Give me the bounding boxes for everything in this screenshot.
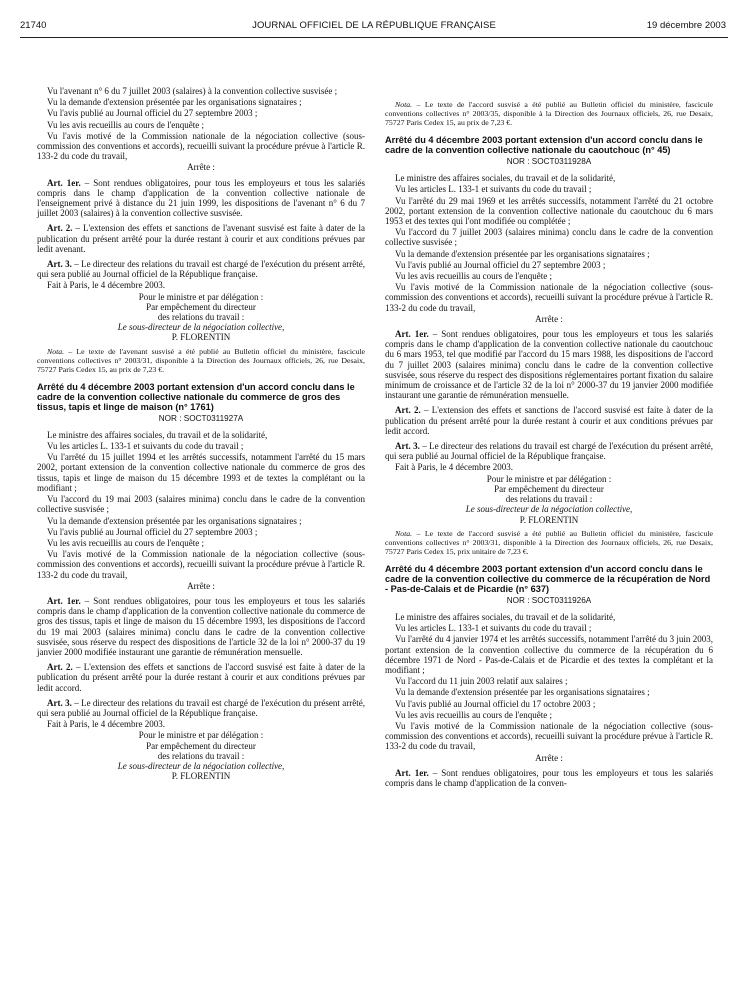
article-label: Art. 1er. <box>395 329 429 340</box>
paragraph-text: – Le texte de l'accord susvisé a été publié au Bulletin officiel du ministère, fascicule conventions collectives n° 2003/31, disponible à la Direction des Journaux officiels, 26, rue Desaix, 75727 Paris Cedex 15, prix unitaire de 7,23 €. <box>385 528 713 556</box>
decree-title: Arrêté du 4 décembre 2003 portant extension d'un accord conclu dans le cadre de la convention collective nationale du commerce de gros des tissus, tapis et linge de maison (n° 1761) <box>37 381 355 412</box>
paragraph: Vu la demande d'extension présentée par les organisations signataires ; <box>47 97 302 108</box>
paragraph: Vu les avis recueillis au cours de l'enquête ; <box>395 709 553 720</box>
signature-line: Par empêchement du directeur <box>146 740 256 751</box>
paragraph-text: – Le texte de l'avenant susvisé a été publié au Bulletin officiel du ministère, fascicule conventions collectives n° 2003/31, disponible à la Direction des Journaux officiels, 26, rue Desaix, 75727 Paris Cedex 15, au prix de 7,23 €. <box>37 346 365 374</box>
decree-title: Arrêté du 4 décembre 2003 portant extension d'un accord conclu dans le cadre de la convention collective nationale du caoutchouc (n° 45) <box>385 135 703 155</box>
left-column <box>37 86 365 781</box>
signature-line: Par empêchement du directeur <box>494 483 604 494</box>
nota-label: Nota. <box>395 100 413 109</box>
signature-line: des relations du travail : <box>157 750 245 761</box>
article-label: Art. 1er. <box>47 177 81 188</box>
paragraph: Vu la demande d'extension présentée par les organisations signataires ; <box>395 687 650 698</box>
article-paragraph <box>37 178 365 219</box>
issue-date: 19 décembre 2003 <box>646 20 726 31</box>
paragraph: Vu l'avis motivé de la Commission nationale de la négociation collective (sous-commission des conventions et accords), recueilli suivant la procédure prévue à l'article R. 133-2 du code du travail, <box>385 282 713 313</box>
nota-label: Nota. <box>395 528 413 538</box>
nota-paragraph <box>385 100 713 127</box>
paragraph-text: – Sont rendues obligatoires, pour tous les employeurs et tous les salariés compris dans le champ d'application de la convention collective nationale du commerce de gros des tissus, tapis et linge de maison du 15 décembre 1993, les dispositions de l'accord du 19 mai 2003 (salaires minima) conclu dans le cadre de la convention collective susvisée, sous réserve du respect des dispositions de l'article 32 de la loi n° 2000-37 du 19 janvier 2000 modifiée instaurant une garantie de rémunération mensuelle. <box>37 595 365 657</box>
signature-line: Par empêchement du directeur <box>146 301 256 312</box>
paragraph: Vu les avis recueillis au cours de l'enquête ; <box>395 271 553 282</box>
article-paragraph <box>385 405 713 436</box>
signature-line: P. FLORENTIN <box>519 514 579 525</box>
paragraph: Le ministre des affaires sociales, du travail et de la solidarité, <box>395 173 616 184</box>
paragraph: Vu l'avenant n° 6 du 7 juillet 2003 (salaires) à la convention collective susvisée ; <box>47 86 338 96</box>
paragraph: Vu l'accord du 11 juin 2003 relatif aux salaires ; <box>395 676 568 687</box>
paragraph: Vu la demande d'extension présentée par les organisations signataires ; <box>395 248 650 259</box>
paragraph: Le ministre des affaires sociales, du travail et de la solidarité, <box>47 429 268 440</box>
paragraph: Le ministre des affaires sociales, du travail et de la solidarité, <box>395 611 616 622</box>
paragraph: Vu l'arrêté du 15 juillet 1994 et les arrêtés successifs, notamment l'arrêté du 15 mars 2002, portant extension de la convention collective nationale du commerce de gros des tissus, tapis et linge de maison du 15 décembre 1993 et de textes la complétant ou la modifiant ; <box>37 452 365 493</box>
article-paragraph <box>37 596 365 657</box>
paragraph: Vu les avis recueillis au cours de l'enquête ; <box>47 119 205 130</box>
paragraph-text: – Le directeur des relations du travail est chargé de l'exécution du présent arrêté, qui sera publié au Journal officiel de la République française. <box>385 441 713 462</box>
paragraph-text: – L'extension des effets et sanctions de l'accord susvisé est faite à dater de la publication du présent arrêté pour la durée restant à courir et aux conditions prévues par ledit accord. <box>37 662 365 693</box>
paragraph: Vu les articles L. 133-1 et suivants du code du travail ; <box>47 441 244 452</box>
article-paragraph <box>385 329 713 400</box>
paragraph: Vu l'avis motivé de la Commission nationale de la négociation collective (sous-commission des conventions et accords), recueilli suivant la procédure prévue à l'article R. 133-2 du code du travail, <box>385 720 713 752</box>
article-paragraph <box>37 662 365 693</box>
signature-line: Pour le ministre et par délégation : <box>486 473 612 484</box>
article-label: Art. 3. <box>395 441 420 452</box>
article-paragraph <box>385 441 713 461</box>
signature-line: des relations du travail : <box>505 494 593 505</box>
decree-title: Arrêté du 4 décembre 2003 portant extension d'un accord conclu dans le cadre de la convention collective du commerce de la récupération de Nord - Pas-de-Calais et de Picardie (n° 637) <box>385 563 711 594</box>
paragraph: Vu l'accord du 7 juillet 2003 (salaires minima) conclu dans le cadre de la convention collective susvisée ; <box>385 227 713 248</box>
nor-reference: NOR : SOCT0311927A <box>158 413 244 423</box>
article-label: Art. 1er. <box>47 595 81 606</box>
paragraph: Vu l'arrêté du 4 janvier 1974 et les arrêtés successifs, notamment l'arrêté du 3 juin 2003, portant extension de la convention collective du commerce de la récupération du 6 décembre 1971 de Nord - Pas-de-Calais et de Picardie et des textes la complétant et la modifiant ; <box>385 634 713 675</box>
article-paragraph <box>37 223 365 254</box>
journal-title: JOURNAL OFFICIEL DE LA RÉPUBLIQUE FRANÇAISE <box>252 20 496 31</box>
article-paragraph <box>385 768 713 788</box>
nota-paragraph <box>385 529 713 556</box>
page-header <box>0 20 748 34</box>
paragraph-text: – Sont rendues obligatoires, pour tous les employeurs et tous les salariés compris dans le champ d'application de la conven- <box>385 767 713 788</box>
paragraph: Vu l'avis publié au Journal officiel du 17 octobre 2003 ; <box>395 698 596 709</box>
nor-reference: NOR : SOCT0311926A <box>506 595 592 605</box>
right-column <box>385 96 713 789</box>
signature-line: Pour le ministre et par délégation : <box>138 730 264 741</box>
paragraph: Vu l'avis motivé de la Commission nationale de la négociation collective (sous-commission des conventions et accords), recueilli suivant la procédure prévue à l'article R. 133-2 du code du travail, <box>37 549 365 580</box>
paragraph-text: – Le directeur des relations du travail est chargé de l'exécution du présent arrêté, qui sera publié au Journal officiel de la République française. <box>37 259 365 280</box>
signature-title: Le sous-directeur de la négociation collective, <box>465 504 633 515</box>
signature-line: P. FLORENTIN <box>171 771 231 782</box>
signature-line: Pour le ministre et par délégation : <box>138 291 264 302</box>
article-label: Art. 2. <box>47 662 73 673</box>
paragraph-text: – Le directeur des relations du travail est chargé de l'exécution du présent arrêté, qui sera publié au Journal officiel de la République française. <box>37 697 365 718</box>
paragraph: Vu l'arrêté du 29 mai 1969 et les arrêtés successifs, notamment l'arrêté du 21 octobre 2002, portant extension de la convention collective nationale du caoutchouc du 6 mars 1953 et des textes qui l'ont modifiée ou complétée ; <box>385 195 713 227</box>
article-label: Art. 3. <box>47 259 72 270</box>
article-paragraph <box>37 698 365 718</box>
signature-title: Le sous-directeur de la négociation collective, <box>117 322 285 333</box>
page-number: 21740 <box>20 20 47 31</box>
article-label: Art. 2. <box>395 405 421 416</box>
paragraph: Vu les articles L. 133-1 et suivants du code du travail ; <box>395 623 592 634</box>
paragraph: Vu les articles L. 133-1 et suivants du code du travail ; <box>395 184 592 195</box>
signature-line: des relations du travail : <box>157 312 245 323</box>
paragraph-text: – L'extension des effets et sanctions de l'avenant susvisé est faite à dater de la publication du présent arrêté pour la durée restant à courir et aux conditions prévues par ledit avenant. <box>37 223 365 254</box>
paragraph: Vu l'avis publié au Journal officiel du 27 septembre 2003 ; <box>47 526 258 537</box>
paragraph-text: – Sont rendues obligatoires, pour tous les employeurs et tous les salariés compris dans le champ d'application de la convention collective nationale du caoutchouc du 6 mars 1953, tel que modifié par l'accord du 15 mars 1988, les dispositions de l'accord du 7 juillet 2003 (salaires minima) conclu dans le cadre de la convention collective susvisée, sous réserve du respect des dispositions réglementaires portant fixation du salaire minimum de croissance et de l'article 32 de la loi n° 2000-37 du 19 janvier 2000 modifiée instaurant une garantie de rémunération mensuelle. <box>385 329 713 401</box>
paragraph: Vu l'avis motivé de la Commission nationale de la négociation collective (sous-commission des conventions et accords), recueilli suivant la procédure prévue à l'article R. 133-2 du code du travail, <box>37 130 365 162</box>
paragraph-text: – Sont rendues obligatoires, pour tous les employeurs et tous les salariés compris dans le champ d'application de la convention collective nationale de l'enseignement privé à distance du 21 juin 1999, les dispositions de l'avenant n° 6 du 7 juillet 2003 (salaires) à la convention collective susvisée. <box>37 177 365 219</box>
paragraph: Fait à Paris, le 4 décembre 2003. <box>47 719 165 730</box>
arrete-heading: Arrête : <box>187 580 215 591</box>
paragraph-text: – L'extension des effets et sanctions de l'accord susvisé est faite à dater de la publication du présent arrêté pour la durée restant à courir et aux conditions prévues par ledit accord. <box>385 405 713 436</box>
article-label: Art. 2. <box>47 223 73 234</box>
article-label: Art. 1er. <box>395 767 429 778</box>
article-paragraph <box>37 259 365 279</box>
nota-paragraph <box>37 347 365 374</box>
paragraph: Fait à Paris, le 4 décembre 2003. <box>47 280 165 291</box>
arrete-heading: Arrête : <box>535 313 563 324</box>
arrete-heading: Arrête : <box>187 162 215 173</box>
paragraph-text: – Le texte de l'accord susvisé a été publié au Bulletin officiel du ministère, fascicule conventions collectives n° 2003/35, disponible à la Direction des Journaux officiels, 26, rue Desaix, 75727 Paris Cedex 15, au prix de 7,23 €. <box>385 100 713 127</box>
paragraph: Vu l'avis publié au Journal officiel du 27 septembre 2003 ; <box>395 259 606 270</box>
paragraph: Fait à Paris, le 4 décembre 2003. <box>395 462 513 473</box>
paragraph: Vu les avis recueillis au cours de l'enquête ; <box>47 537 205 548</box>
signature-title: Le sous-directeur de la négociation collective, <box>117 760 285 771</box>
paragraph: Vu l'accord du 19 mai 2003 (salaires minima) conclu dans le cadre de la convention collective susvisée ; <box>37 494 365 515</box>
signature-line: P. FLORENTIN <box>171 332 231 343</box>
nor-reference: NOR : SOCT0311928A <box>506 157 592 166</box>
nota-label: Nota. <box>47 346 65 356</box>
article-label: Art. 3. <box>47 697 72 708</box>
header-rule <box>20 37 728 38</box>
arrete-heading: Arrête : <box>535 752 563 763</box>
paragraph: Vu l'avis publié au Journal officiel du 27 septembre 2003 ; <box>47 108 258 119</box>
paragraph: Vu la demande d'extension présentée par les organisations signataires ; <box>47 515 302 526</box>
